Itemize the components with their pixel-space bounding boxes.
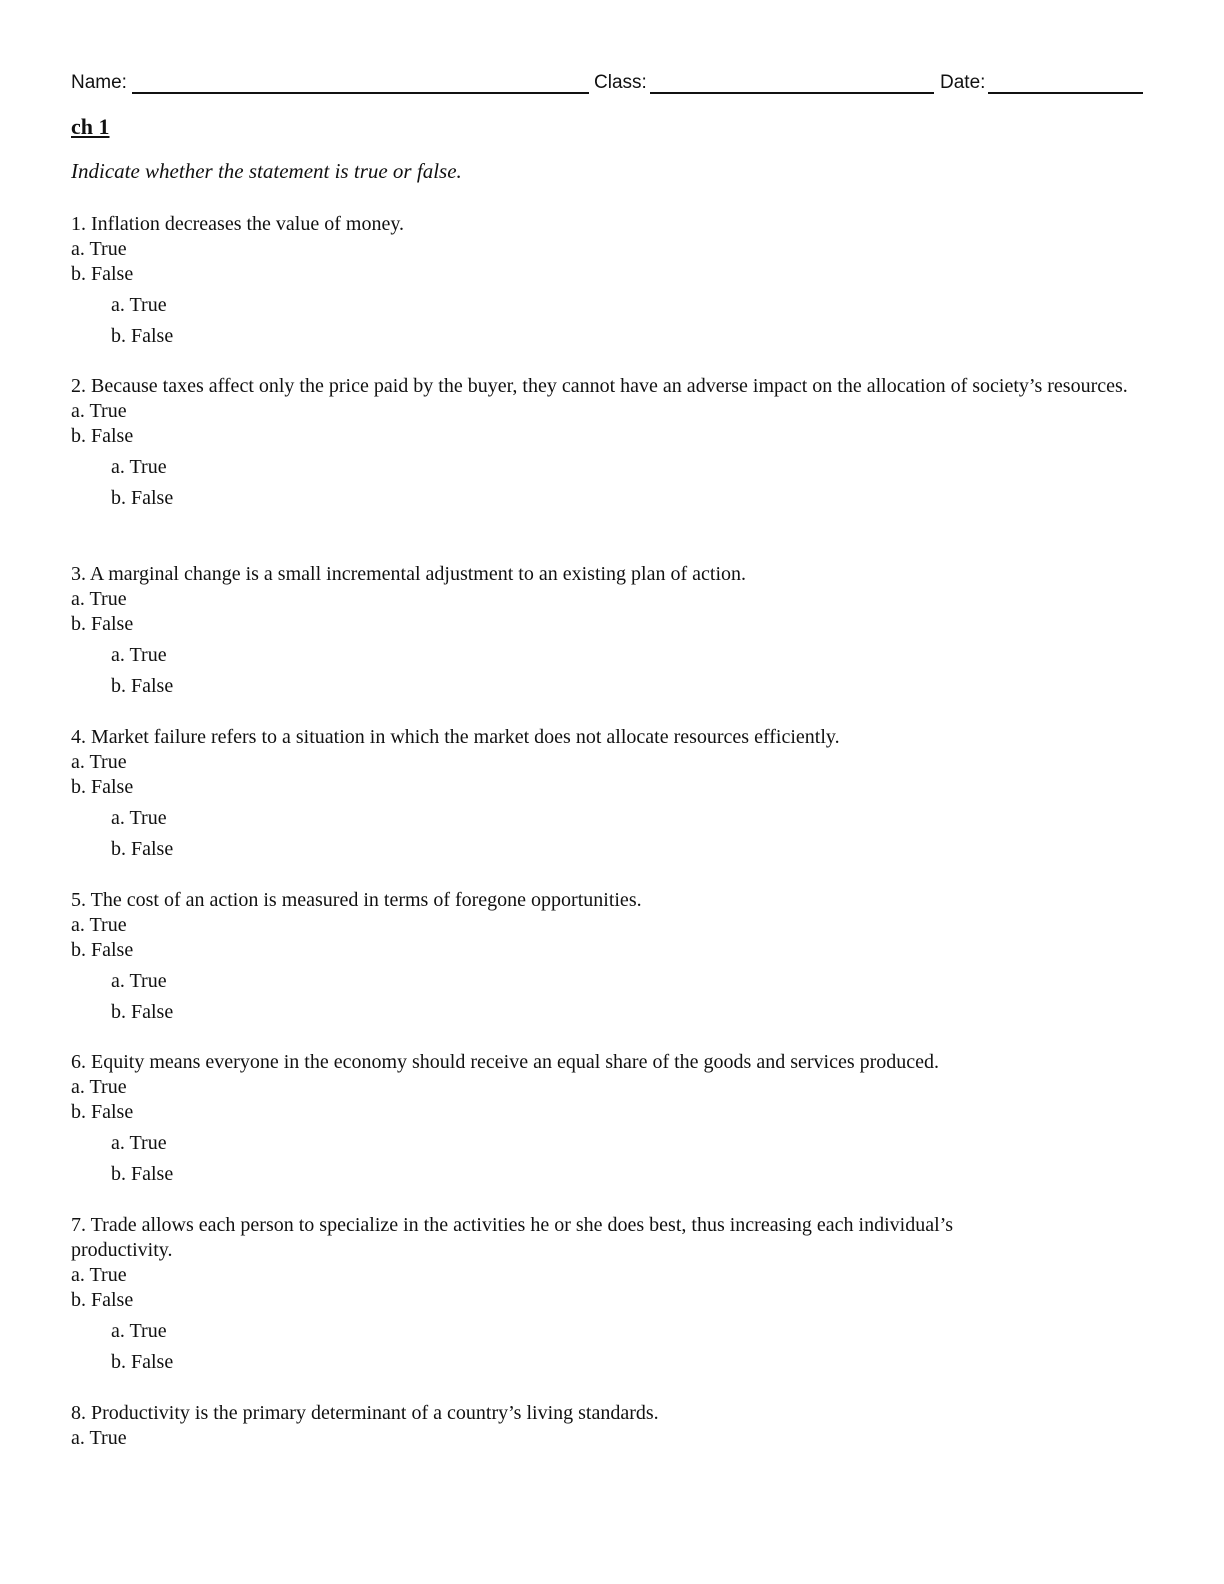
student-info-header <box>71 70 1143 96</box>
question-2 <box>71 374 1151 514</box>
choice-b[interactable]: b. False <box>111 838 174 860</box>
choice-a[interactable]: a. True <box>111 970 167 992</box>
class-field[interactable] <box>650 92 934 94</box>
option-a: a. True <box>71 400 127 422</box>
choice-a[interactable]: a. True <box>111 644 167 666</box>
option-a: a. True <box>71 1264 127 1286</box>
question-3 <box>71 562 1151 702</box>
option-a: a. True <box>71 751 127 773</box>
question-text: 1. Inflation decreases the value of money. <box>71 213 405 235</box>
question-7 <box>71 1213 1151 1378</box>
chapter-title: ch 1 <box>71 114 110 139</box>
date-field[interactable] <box>988 92 1143 94</box>
option-b: b. False <box>71 425 134 447</box>
option-a: a. True <box>71 914 127 936</box>
question-text: 4. Market failure refers to a situation in which the market does not allocate resources efficiently. <box>71 726 840 748</box>
question-6 <box>71 1050 1151 1190</box>
question-text: 2. Because taxes affect only the price paid by the buyer, they cannot have an adverse impact on the allocation of society’s resources. <box>71 375 1128 397</box>
question-text: 6. Equity means everyone in the economy should receive an equal share of the goods and services produced. <box>71 1051 940 1073</box>
choice-a[interactable]: a. True <box>111 807 167 829</box>
date-label: Date: <box>940 72 986 93</box>
question-1 <box>71 212 1151 352</box>
option-a: a. True <box>71 1076 127 1098</box>
choice-a[interactable]: a. True <box>111 1320 167 1342</box>
choice-a[interactable]: a. True <box>111 1132 167 1154</box>
choice-b[interactable]: b. False <box>111 487 174 509</box>
choice-b[interactable]: b. False <box>111 1001 174 1023</box>
question-text: 7. Trade allows each person to specialize in the activities he or she does best, thus increasing each individual’s productivity. <box>71 1214 953 1261</box>
question-5 <box>71 888 1151 1028</box>
option-b: b. False <box>71 1289 134 1311</box>
question-text: 8. Productivity is the primary determinant of a country’s living standards. <box>71 1402 659 1424</box>
option-b: b. False <box>71 939 134 961</box>
name-field[interactable] <box>132 92 589 94</box>
choice-b[interactable]: b. False <box>111 675 174 697</box>
choice-a[interactable]: a. True <box>111 294 167 316</box>
name-label: Name: <box>71 72 127 93</box>
choice-b[interactable]: b. False <box>111 325 174 347</box>
choice-a[interactable]: a. True <box>111 456 167 478</box>
option-b: b. False <box>71 776 134 798</box>
class-label: Class: <box>594 72 647 93</box>
instructions: Indicate whether the statement is true or false. <box>71 159 462 183</box>
option-b: b. False <box>71 1101 134 1123</box>
choice-b[interactable]: b. False <box>111 1351 174 1373</box>
option-b: b. False <box>71 613 134 635</box>
option-a: a. True <box>71 238 127 260</box>
option-a: a. True <box>71 588 127 610</box>
question-text: 5. The cost of an action is measured in terms of foregone opportunities. <box>71 889 642 911</box>
question-4 <box>71 725 1151 865</box>
choice-b[interactable]: b. False <box>111 1163 174 1185</box>
question-8 <box>71 1401 1151 1451</box>
question-text: 3. A marginal change is a small incremental adjustment to an existing plan of action. <box>71 563 747 585</box>
option-a: a. True <box>71 1427 127 1449</box>
option-b: b. False <box>71 263 134 285</box>
